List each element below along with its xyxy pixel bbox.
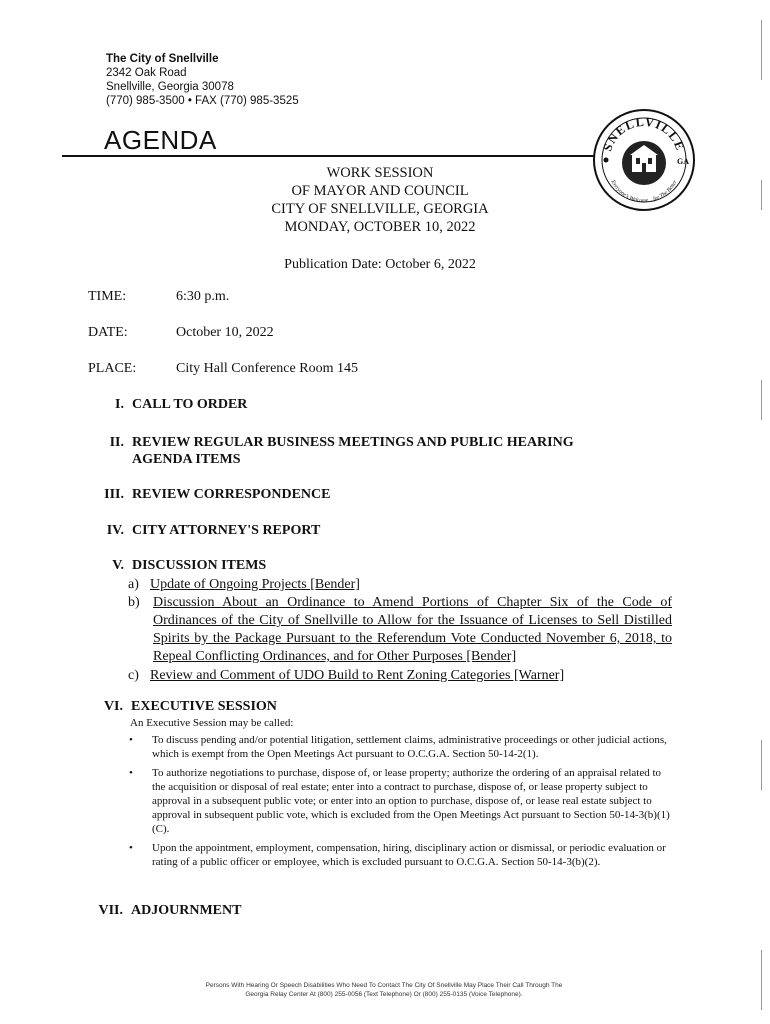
city-address: 2342 Oak Road <box>106 67 187 79</box>
section-number: I. <box>115 397 124 412</box>
section-title: CITY ATTORNEY'S REPORT <box>132 523 321 538</box>
section-discussion-items <box>112 558 267 574</box>
bullet-icon: • <box>129 767 133 779</box>
section-title: REVIEW CORRESPONDENCE <box>132 487 331 502</box>
section-number: VI. <box>103 699 123 714</box>
place-label: PLACE: <box>88 361 137 376</box>
meeting-city: CITY OF SNELLVILLE, GEORGIA <box>271 201 489 217</box>
section-attorney-report <box>106 523 321 539</box>
item-text: Update of Ongoing Projects [Bender] <box>150 577 360 592</box>
section-number: IV. <box>106 523 124 538</box>
section-title: DISCUSSION ITEMS <box>132 558 267 573</box>
item-letter: a) <box>128 577 139 592</box>
section-title: ADJOURNMENT <box>131 903 242 918</box>
item-letter: c) <box>128 668 139 683</box>
date-label: DATE: <box>88 325 128 340</box>
place-row <box>88 361 358 377</box>
scan-edge-mark <box>761 740 762 790</box>
scan-edge-mark <box>761 20 762 80</box>
time-row <box>88 289 229 305</box>
time-value: 6:30 p.m. <box>176 289 230 304</box>
place-value: City Hall Conference Room 145 <box>176 361 358 376</box>
seal-top-text: SNELLVILLE <box>600 114 688 154</box>
scan-edge-mark <box>761 180 762 210</box>
meeting-type: WORK SESSION <box>326 165 434 181</box>
discussion-item-b <box>128 594 672 666</box>
section-number: VII. <box>98 903 123 918</box>
scan-edge-mark <box>761 380 762 420</box>
discussion-item-c <box>128 667 564 684</box>
section-title-line1: REVIEW REGULAR BUSINESS MEETINGS AND PUBLIC HEARING <box>132 435 574 450</box>
item-text: Review and Comment of UDO Build to Rent Zoning Categories [Warner] <box>150 668 565 683</box>
agenda-title: AGENDA <box>104 125 217 155</box>
meeting-header <box>230 164 530 236</box>
scan-edge-mark <box>761 950 762 1010</box>
section-number: V. <box>112 558 124 573</box>
section-title-line2: AGENDA ITEMS <box>132 452 241 467</box>
bullet-icon: • <box>129 734 133 746</box>
meeting-date: MONDAY, OCTOBER 10, 2022 <box>284 219 476 235</box>
section-adjournment <box>98 903 242 919</box>
item-letter: b) <box>128 595 140 610</box>
city-name: The City of Snellville <box>106 53 219 65</box>
city-location: Snellville, Georgia 30078 <box>106 81 234 93</box>
list-item: • To authorize negotiations to purchase, dispose of, or lease property; authorize the ordering of an appraisal related to the acquisition or disposal of real estate; enter into a contract to purchase, dispose of, or lease property subject to approval in a subsequent public vote; or enter into an option to purchase, dispose of, or lease real estate subject to approval in subsequent public vote, which is excluded from the Open Meetings Act pursuant to Section 50-14-3(b)(1)(C). <box>129 767 670 835</box>
item-text: Discussion About an Ordinance to Amend Portions of Chapter Six of the Code of Ordinances of the City of Snellville to Allow for the Issuance of Licenses to Sell Distilled Spirits by the Package Pursuant to the Referendum Vote Conducted November 6, 2018, to Repeal Conflicting Ordinances, and for Other Purposes [Bender] <box>153 595 672 664</box>
date-value: October 10, 2022 <box>176 325 274 340</box>
accessibility-footer: Persons With Hearing Or Speech Disabilities Who Need To Contact The City Of Snellville May Place Their Call Through The Georgia Relay Center At (800) 255-0056 (Text Telephone) Or (800) 255-0135 (Voice Telephone). <box>205 982 563 998</box>
section-review-agenda <box>109 434 574 468</box>
list-item: • Upon the appointment, employment, compensation, hiring, disciplinary action or dismissal, or periodic evaluation or rating of a public officer or employee, which is excluded pursuant to O.C.G.A. Section 50-14-3(b)(2). <box>129 842 666 868</box>
publication-date: Publication Date: October 6, 2022 <box>284 257 476 272</box>
section-number: II. <box>109 435 124 450</box>
city-seal-icon <box>592 108 696 212</box>
title-rule <box>62 155 614 157</box>
time-label: TIME: <box>88 289 127 304</box>
list-item: • To discuss pending and/or potential litigation, settlement claims, administrative proceedings or other judicial actions, which is exempt from the Open Meetings Act pursuant to O.C.G.A. Section 50-14-2(1). <box>129 734 667 760</box>
section-correspondence <box>104 487 331 503</box>
section-number: III. <box>104 487 124 502</box>
date-row <box>88 325 274 341</box>
section-title: CALL TO ORDER <box>132 397 248 412</box>
section-executive-session <box>103 699 277 715</box>
executive-session-intro: An Executive Session may be called: <box>130 717 294 729</box>
seal-state: GA <box>677 157 689 166</box>
section-title: EXECUTIVE SESSION <box>131 699 277 714</box>
section-call-to-order <box>115 397 248 413</box>
meeting-body: OF MAYOR AND COUNCIL <box>291 183 469 199</box>
executive-session-list <box>127 733 670 874</box>
discussion-item-a <box>128 576 360 593</box>
city-phone: (770) 985-3500 • FAX (770) 985-3525 <box>106 95 299 107</box>
seal-motto: Everyone's Welcome... for The Better <box>609 179 679 205</box>
letterhead <box>106 52 299 108</box>
bullet-icon: • <box>129 842 133 854</box>
